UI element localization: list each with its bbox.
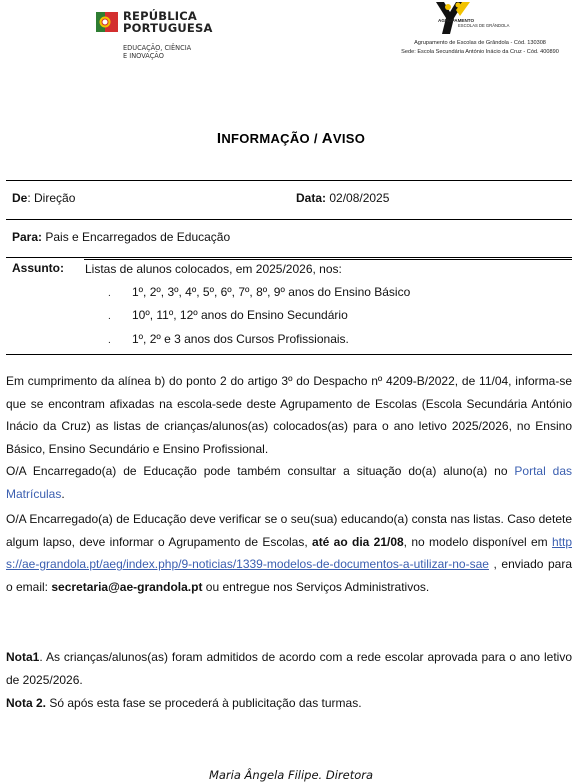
- divider: [84, 259, 572, 260]
- subject-item: . 10º, 11º, 12º anos do Ensino Secundário: [108, 308, 348, 322]
- agrupamento-line1: Agrupamento de Escolas de Grândola - Cód. 130308: [414, 40, 546, 46]
- title-initial-1: I: [216, 130, 222, 147]
- from-field: [12, 191, 75, 205]
- note-2: [6, 692, 572, 715]
- page-title: [0, 130, 582, 147]
- republica-name: [123, 10, 213, 34]
- note-1: [6, 646, 572, 691]
- to-label: Para:: [12, 230, 43, 244]
- to-value: Pais e Encarregados de Educação: [42, 230, 231, 244]
- divider: [6, 180, 572, 181]
- from-label: De: [12, 191, 28, 205]
- ministry-line1: EDUCAÇÃO, CIÊNCIA: [123, 44, 192, 52]
- subject-item: . 1º, 2º, 3º, 4º, 5º, 6º, 7º, 8º, 9º anos do Ensino Básico: [108, 285, 411, 299]
- logo-text-2: ESCOLAS DE GRÂNDOLA: [458, 23, 510, 28]
- note-1-text: . As crianças/alunos(as) foram admitidos de acordo com a rede escolar aprovada para o ano letivo de 2025/2026.: [6, 650, 572, 687]
- republica-name-line2: PORTUGUESA: [123, 21, 213, 35]
- title-rest-2: VISO: [332, 131, 366, 146]
- date-label: Data:: [296, 191, 327, 205]
- title-separator: /: [309, 131, 322, 146]
- email-address: secretaria@ae-grandola.pt: [51, 579, 203, 594]
- divider: [6, 354, 572, 355]
- date-field: [296, 191, 389, 205]
- title-initial-2: A: [321, 130, 333, 147]
- subject-label: Assunto:: [12, 261, 64, 275]
- bullet-icon: .: [108, 335, 111, 346]
- signature: Maria Ângela Filipe. Diretora: [208, 768, 374, 782]
- republica-portuguesa-logo: [96, 8, 236, 64]
- agrupamento-header: [382, 0, 578, 60]
- date-value: 02/08/2025: [326, 191, 390, 205]
- agrupamento-line2: Sede: Escola Secundária António Inácio da Cruz - Cód. 400890: [401, 49, 559, 55]
- note-2-text: Só após esta fase se procederá à publicitação das turmas.: [46, 696, 362, 710]
- paragraph-2: O/A Encarregado(a) de Educação pode também consultar a situação do(a) aluno(a) no Portal das Matrículas.: [6, 464, 573, 501]
- deadline-text: até ao dia 21/08: [312, 534, 404, 549]
- ministry-line2: E INOVAÇÃO: [123, 52, 164, 60]
- subject-item: . 1º, 2º e 3 anos dos Cursos Profissionais.: [108, 332, 349, 346]
- bullet-icon: .: [108, 311, 111, 322]
- note-1-label: Nota1: [6, 650, 40, 664]
- divider: [6, 219, 572, 220]
- from-value: : Direção: [27, 191, 76, 205]
- to-field: [12, 230, 230, 244]
- ministry-name: [123, 44, 191, 60]
- subject-value: Listas de alunos colocados, em 2025/2026, nos:: [85, 262, 342, 276]
- document-models-link[interactable]: https://ae-grandola.pt/aeg/index.php/9-noticias/1339-modelos-de-documentos-a-utilizar-no-sae: [6, 534, 572, 571]
- bullet-icon: .: [108, 288, 111, 299]
- paragraph-1: Em cumprimento da alínea b) do ponto 2 do artigo 3º do Despacho nº 4209-B/2022, de 11/04, informa-se que se encontram afixadas na escola-sede deste Agrupamento de Escolas (Escola Secundária António Inácio da Cruz) as listas de crianças/alunos(as) colocados(as) para o ano letivo 2025/2026, no Ensino Básico, Ensino Secundário e Ensino Profissional.: [6, 374, 572, 456]
- portal-matriculas-link[interactable]: Portal das Matrículas: [6, 464, 573, 501]
- logo-text-1: AGRUPAMENTO: [438, 18, 475, 23]
- republica-name-line1: REPÚBLICA: [123, 9, 197, 23]
- note-2-label: Nota 2.: [6, 696, 47, 710]
- paragraph-3: O/A Encarregado(a) de Educação deve verificar se o seu(sua) educando(a) consta nas listas. Caso detete algum lapso, deve informar o Agrupamento de Escolas, até ao dia 21/08, no modelo disponível em https://ae-grandola.pt/aeg/index.php/9-noticias/1339-modelos-de-documentos-a-utilizar-no-sae , enviado para o email: secretaria@ae-grandola.pt ou entregue nos Serviços Administrativos.: [6, 512, 572, 594]
- title-rest-1: NFORMAÇÃO: [221, 131, 310, 146]
- divider: [6, 257, 572, 258]
- republica-emblem-icon: [96, 8, 118, 34]
